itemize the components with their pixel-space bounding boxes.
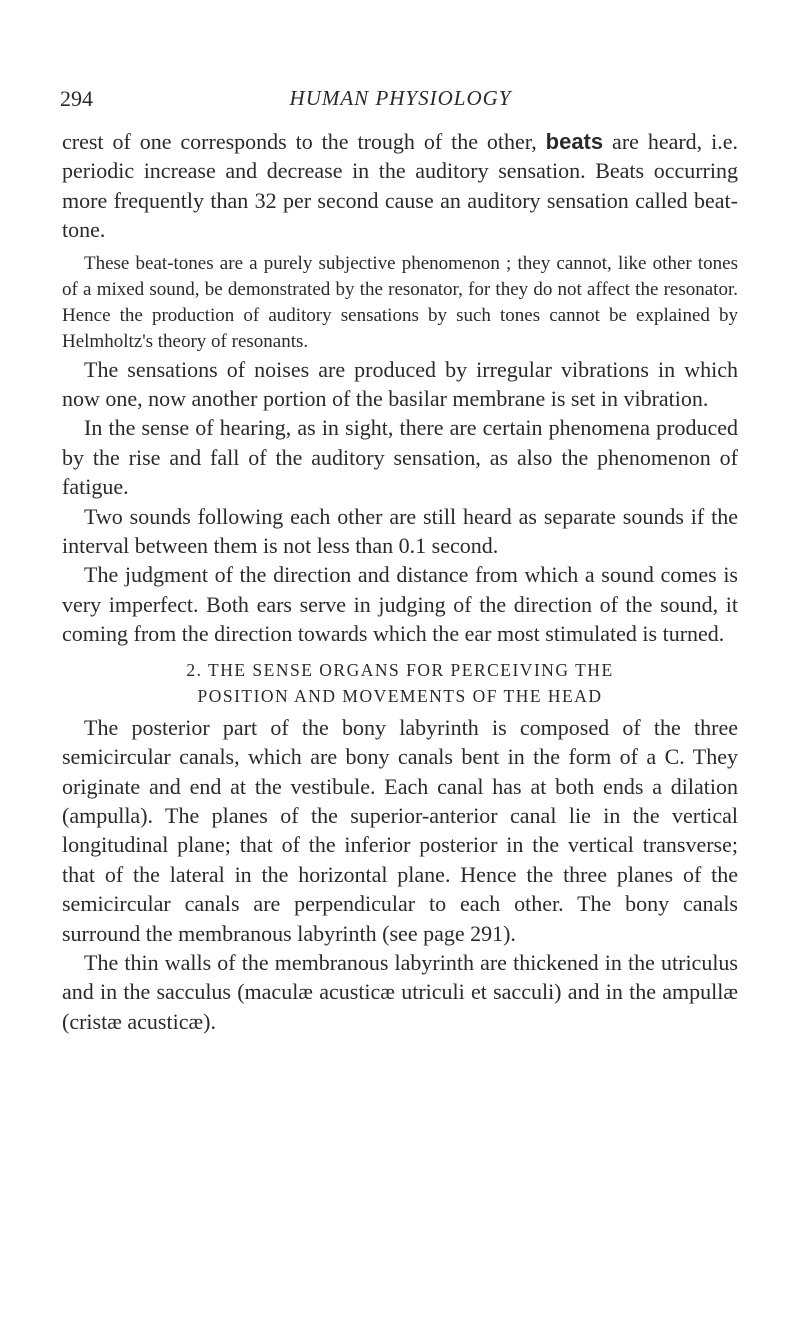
- paragraph-beats: [62, 127, 738, 245]
- paragraph-text: are heard, i.e. periodic increase and decrease in the auditory sensation. Beats occurring more frequently than 32 per second cause an auditory sensation called beat-tone.: [62, 129, 738, 243]
- paragraph-hearing-phenomena: In the sense of hearing, as in sight, there are certain phenomena produced by the rise and fall of the auditory sensation, as also the phenomenon of fatigue.: [62, 415, 738, 500]
- paragraph-noises: The sensations of noises are produced by irregular vibrations in which now one, now another portion of the basilar membrane is set in vibration.: [62, 356, 738, 412]
- page-body: [62, 127, 738, 1036]
- paragraph-text: crest of one corresponds to the trough of the other,: [62, 129, 546, 154]
- running-head: HUMAN PHYSIOLOGY: [289, 86, 512, 110]
- paragraph-direction: The judgment of the direction and distance from which a sound comes is very imperfect. Both ears serve in judging of the direction of the sound, it coming from the direction towards which the ear most stimulated is turned.: [62, 562, 738, 647]
- page-header: [60, 86, 741, 116]
- paragraph-membranous-labyrinth: The thin walls of the membranous labyrinth are thickened in the utriculus and in the sacculus (maculæ acusticæ utriculi et sacculi) and in the ampullæ (cristæ acusticæ).: [62, 949, 738, 1034]
- paragraph-semicircular-canals: The posterior part of the bony labyrinth is composed of the three semicircular canals, which are bony canals bent in the form of a C. They originate and end at the vestibule. Each canal has at both ends a dilation (ampulla). The planes of the superior-anterior canal lie in the vertical longitudinal plane; that of the inferior posterior in the vertical transverse; that of the lateral in the horizontal plane. Hence the three planes of the semicircular canals are perpendicular to each other. The bony canals surround the membranous labyrinth (see page 291).: [62, 714, 738, 946]
- section-heading-line: 2. THE SENSE ORGANS FOR PERCEIVING THE: [186, 659, 614, 680]
- section-heading-line: POSITION AND MOVEMENTS OF THE HEAD: [197, 685, 603, 706]
- page-number: 294: [60, 86, 93, 111]
- section-heading: [62, 657, 738, 709]
- bold-term: beats: [545, 129, 604, 154]
- paragraph-two-sounds: Two sounds following each other are still heard as separate sounds if the interval between them is not less than 0.1 second.: [62, 503, 738, 559]
- paragraph-beat-tones: These beat-tones are a purely subjective phenomenon ; they cannot, like other tones of a mixed sound, be demonstrated by the resonator, for they do not affect the resonator. Hence the production of auditory sensations by such tones cannot be explained by Helmholtz's theory of resonants.: [62, 252, 738, 352]
